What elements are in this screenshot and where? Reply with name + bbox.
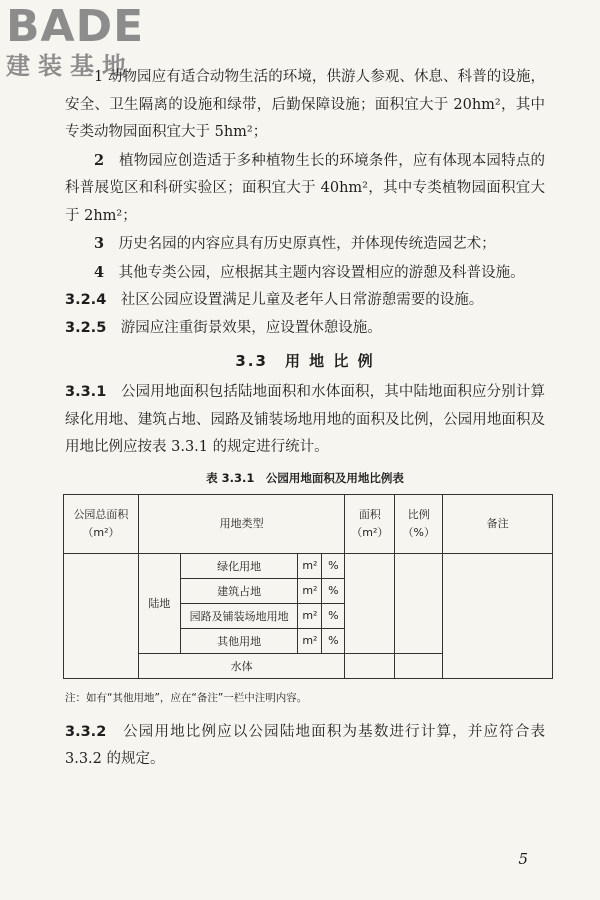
section-heading: 3.3 用 地 比 例	[235, 352, 375, 370]
page-number: 5	[518, 850, 528, 868]
watermark-subtitle: 建装基地	[6, 52, 134, 80]
cell-unit: m²	[298, 578, 322, 603]
page-content	[65, 64, 545, 774]
clause-3-2-4	[65, 287, 545, 315]
clause-3-3-1	[65, 379, 545, 462]
cell-water-ratio	[395, 653, 443, 678]
land-area-table	[63, 494, 553, 679]
cell-water: 水体	[138, 653, 344, 678]
clause-number: 3.2.5	[65, 319, 107, 336]
list-item-number: 4	[94, 263, 105, 281]
clause-3-3-2	[65, 719, 545, 774]
clause-number: 3.3.2	[65, 723, 107, 740]
list-item-number: 2	[94, 151, 105, 169]
header-area: 面积 （m²）	[345, 494, 395, 553]
cell-water-area	[345, 653, 395, 678]
header-remarks: 备注	[443, 494, 553, 553]
cell-unit: m²	[298, 603, 322, 628]
table-note: 注：如有“其他用地”，应在“备注”一栏中注明内容。	[65, 691, 308, 704]
cell-land-type: 建筑占地	[180, 578, 298, 603]
clause-3-2-5	[65, 315, 545, 343]
cell-ratio	[395, 553, 443, 653]
list-item-text: 历史名园的内容应具有历史原真性，并体现传统造园艺术；	[118, 236, 496, 252]
cell-unit: m²	[298, 553, 322, 578]
header-ratio: 比例 （%）	[395, 494, 443, 553]
cell-land-group: 陆地	[138, 553, 180, 653]
table-caption: 表 3.3.1 公园用地面积及用地比例表	[206, 470, 404, 485]
cell-area	[345, 553, 395, 653]
cell-land-type: 绿化用地	[180, 553, 298, 578]
cell-percent: %	[322, 628, 345, 653]
clause-number: 3.3.1	[65, 384, 107, 400]
table-row	[64, 553, 553, 578]
header-total-area: 公园总面积 （m²）	[64, 494, 139, 553]
list-item-botanical	[65, 147, 545, 231]
clause-number: 3.2.4	[65, 292, 107, 308]
cell-percent: %	[322, 603, 345, 628]
clause-text: 社区公园应设置满足儿童及老年人日常游憩需要的设施。	[120, 292, 484, 308]
watermark-brand: BADE	[6, 1, 145, 52]
cell-land-type: 园路及铺装场地用地	[180, 603, 298, 628]
cell-percent: %	[322, 553, 345, 578]
list-item-zoo: 1 动物园应有适合动物生活的环境，供游人参观、休息、科普的设施，安全、卫生隔离的设施和绿带，后勤保障设施；面积宜大于 20hm²，其中专类动物园面积宜大于 5hm²；	[65, 69, 545, 140]
cell-total-area	[64, 553, 139, 678]
cell-remarks	[443, 553, 553, 678]
cell-land-type: 其他用地	[180, 628, 298, 653]
clause-text: 游园应注重街景效果，应设置休憩设施。	[120, 319, 382, 336]
cell-unit: m²	[298, 628, 322, 653]
clause-text: 公园用地比例应以公园陆地面积为基数进行计算，并应符合表 3.3.2 的规定。	[65, 723, 546, 767]
list-item-other	[65, 259, 545, 288]
list-item-text: 其他专类公园，应根据其主题内容设置相应的游憩及科普设施。	[118, 264, 525, 281]
table-header-row	[64, 494, 553, 553]
clause-text: 公园用地面积包括陆地面积和水体面积，其中陆地面积应分别计算绿化用地、建筑占地、园路及铺装场地用地的面积及比例，公园用地面积及用地比例应按表 3.3.1 的规定进行统计。	[65, 384, 546, 455]
cell-percent: %	[322, 578, 345, 603]
list-item-number: 3	[94, 235, 105, 252]
list-item-historic	[65, 230, 545, 259]
list-item-text: 植物园应创造适于多种植物生长的环境条件，应有体现本园特点的科普展览区和科研实验区；面积宜大于 40hm²，其中专类植物园面积宜大于 2hm²；	[65, 152, 546, 224]
header-land-type: 用地类型	[138, 494, 344, 553]
